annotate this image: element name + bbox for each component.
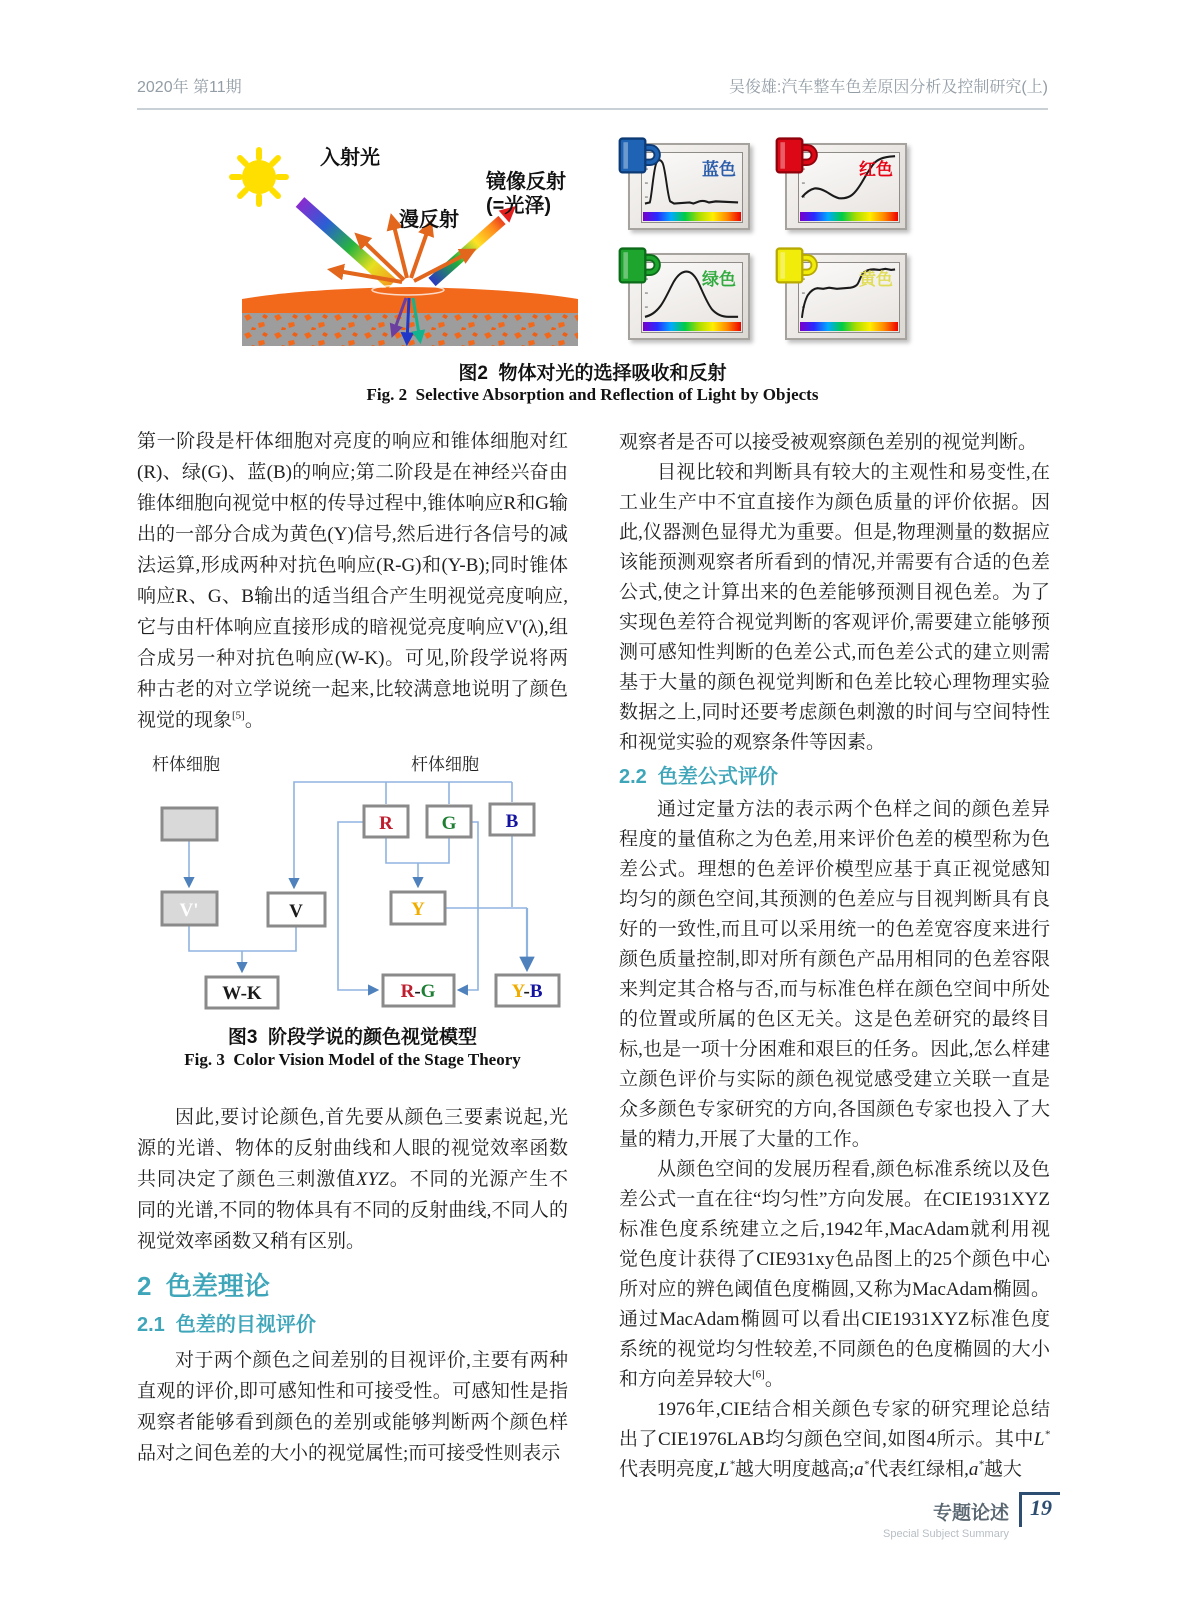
page-footer [820, 1492, 1060, 1540]
node-Vprime-label: V' [179, 900, 199, 921]
mug-icon [772, 134, 818, 176]
figure2 [180, 132, 936, 356]
right-column [619, 428, 1050, 1485]
fig3-connectors [189, 782, 527, 990]
label-incident-light: 入射光 [320, 147, 380, 169]
panel-label: 黄色 [859, 270, 893, 289]
panel-label: 蓝色 [702, 160, 736, 179]
node-YB-label: Y-B [511, 981, 543, 1002]
substrate-specks [242, 313, 578, 346]
figure2-caption-cn: 图2 物体对光的选择吸收和反射 [458, 363, 727, 384]
mug-icon [615, 134, 661, 176]
figure2-illustration [180, 132, 600, 356]
panel-label: 红色 [859, 160, 893, 179]
left-column-bottom [137, 1102, 568, 1469]
footer-corner-rule [1019, 1492, 1060, 1527]
spectrum-strip [643, 212, 741, 221]
footer-section-en: Special Subject Summary [883, 1528, 1009, 1540]
paragraph: 通过定量方法的表示两个色样之间的颜色差异程度的量值称之为色差,用来评价色差的模型称为色差公式。理想的色差评价模型应基于真正视觉感知均匀的颜色空间,其预测的色差应与目视判断具有良好的一致性,而且可以采用统一的色差宽容度来进行颜色质量控制,即对所有颜色产品用相同的色差容限来判定其合格与否,而与标准色样在颜色空间中所处的位置或所属的色区无关。这是色差研究的最终目标,也是一项十分困难和艰巨的任务。因此,怎么样建立颜色评价与实际的颜色视觉感受建立关联一直是众多颜色专家研究的方向,各国颜色专家也投入了大量的精力,开展了大量的工作。 [619, 799, 1050, 1150]
paragraph: 第一阶段是杆体细胞对亮度的响应和锥体细胞对红(R)、绿(G)、蓝(B)的响应;第二阶段是在神经兴奋由锥体细胞向视觉中枢的传导过程中,锥体响应R和G输出的一部分合成为黄色(Y)信号,然后进行各信号的减法运算,形成两种对抗色响应(R-G)和(Y-B);同时锥体响应R、G、B输出的适当组合产生明视觉亮度响应,它与由杆体响应直接形成的暗视觉亮度响应V'(λ),组合成另一种对抗色响应(W-K)。可见,阶段学说将两种古老的对立学说统一起来,比较满意地说明了颜色视觉的现象[5]。 [137, 431, 568, 731]
spectrum-strip [800, 322, 898, 331]
label-diffuse-reflection: 漫反射 [399, 209, 459, 231]
spectrum-strip [643, 322, 741, 331]
section-heading: 2.2 色差公式评价 [619, 766, 778, 788]
page-number: 19 [1030, 1495, 1052, 1520]
section-heading: 2.1 色差的目视评价 [137, 1314, 316, 1336]
spectrum-strip [800, 212, 898, 221]
incident-beam [296, 197, 397, 289]
figure3-caption-en: Fig. 3 Color Vision Model of the Stage Theory [184, 1050, 521, 1069]
spectral-panel-red [785, 143, 907, 230]
paragraph: 从颜色空间的发展历程看,颜色标准系统以及色差公式一直在往“均匀性”方向发展。在CIE1931XYZ标准色度系统建立之后,1942年,MacAdam就利用视觉色度计获得了CIE931xy色品图上的25个颜色中心所对应的辨色阈值色度椭圆,又称为MacAdam椭圆。通过MacAdam椭圆可以看出CIE1931XYZ标准色度系统的视觉均匀性较差,不同颜色的色度椭圆的大小和方向差异较大[6]。 [619, 1159, 1050, 1390]
panel-label: 绿色 [702, 270, 736, 289]
header-issue: 2020年 第11期 [137, 79, 242, 96]
footer-section-cn: 专题论述 [932, 1503, 1009, 1524]
paragraph: 因此,要讨论颜色,首先要从颜色三要素说起,光源的光谱、物体的反射曲线和人眼的视觉效率函数共同决定了颜色三刺激值XYZ。不同的光源产生不同的光谱,不同的物体具有不同的反射曲线,不同人的视觉效率函数又稍有区别。 [137, 1107, 568, 1252]
figure2-caption-en: Fig. 2 Selective Absorption and Reflection of Light by Objects [366, 385, 819, 404]
node-Y-label: Y [411, 899, 425, 920]
spectral-panel-green [628, 253, 750, 340]
spectral-panel-yellow [785, 253, 907, 340]
figure3-diagram [137, 746, 568, 1016]
node-B-label: B [505, 811, 519, 832]
node-WK-label: W-K [222, 983, 262, 1004]
fig3-label-rod-cells-right: 杆体细胞 [411, 755, 479, 774]
paragraph: 观察者是否可以接受被观察颜色差别的视觉判断。 [619, 432, 1038, 453]
figure3-caption-cn: 图3 阶段学说的颜色视觉模型 [227, 1027, 478, 1048]
section-heading: 2 色差理论 [137, 1271, 270, 1301]
page-header [137, 74, 1048, 110]
node-V-label: V [289, 901, 303, 922]
left-column-top [137, 426, 568, 736]
header-article-title: 吴俊雄:汽车整车色差原因分析及控制研究(上) [728, 79, 1048, 96]
mug-icon [772, 244, 818, 286]
node-R-label: R [379, 813, 393, 834]
paragraph: 目视比较和判断具有较大的主观性和易变性,在工业生产中不宜直接作为颜色质量的评价依据。因此,仪器测色显得尤为重要。但是,物理测量的数据应该能预测观察者所看到的情况,并需要有合适的色差公式,使之计算出来的色差能够预测目视色差。为了实现色差符合视觉判断的客观评价,需要建立能够预测可感知性判断的色差公式,而色差公式的建立则需基于大量的颜色视觉判断和色差比较心理物理实验数据之上,同时还要考虑颜色刺激的时间与空间特性和视觉实验的观察条件等因素。 [619, 462, 1050, 753]
spectral-panel-blue [628, 143, 750, 230]
label-specular-reflection: 镜像反射 [486, 171, 566, 193]
node-G-label: G [441, 813, 457, 834]
paragraph: 对于两个颜色之间差别的目视评价,主要有两种直观的评价,即可感知性和可接受性。可感知性是指观察者能够看到颜色的差别或能够判断两个颜色样品对之间色差的大小的视觉属性;而可接受性则表示 [137, 1350, 568, 1464]
mug-icon [615, 244, 661, 286]
node-RG-label: R-G [400, 981, 436, 1002]
label-gloss: (=光泽) [486, 195, 551, 217]
paragraph: 1976年,CIE结合相关颜色专家的研究理论总结出了CIE1976LAB均匀颜色空间,如图4所示。其中L*代表明亮度,L*越大明度越高;a*代表红绿相,a*越大 [619, 1399, 1050, 1480]
figure3 [137, 746, 568, 1016]
sun-icon [232, 150, 286, 204]
node-rod-input [162, 808, 217, 840]
fig3-label-rod-cells-left: 杆体细胞 [152, 755, 220, 774]
